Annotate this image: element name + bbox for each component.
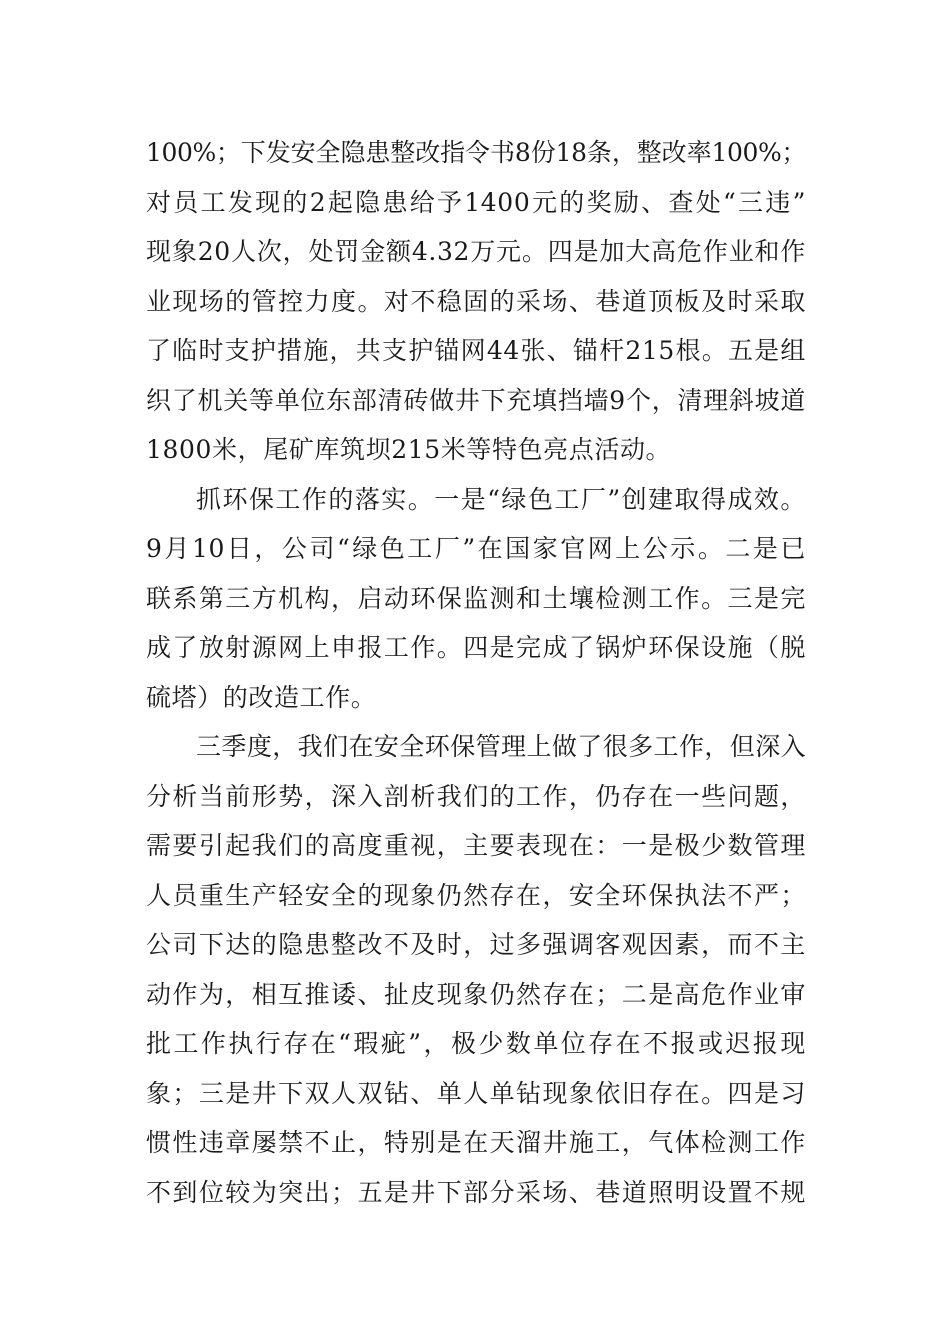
text-line: 1800米，尾矿库筑坝215米等特色亮点活动。 xyxy=(146,435,672,464)
text-line: 批工作执行存在“瑕疵”，极少数单位存在不报或迟报现 xyxy=(146,1029,806,1058)
document-page xyxy=(146,128,806,1217)
text-line: 现象20人次，处罚金额4.32万元。四是加大高危作业和作 xyxy=(146,237,806,266)
paragraph-environmental-protection xyxy=(146,475,806,723)
text-line: 对员工发现的2起隐患给予1400元的奖励、查处“三违” xyxy=(146,187,806,217)
text-line: 象；三是井下双人双钻、单人单钻现象依旧存在。四是习 xyxy=(146,1078,806,1108)
text-line: 动作为，相互推诿、扯皮现象仍然存在；二是高危作业审 xyxy=(146,979,806,1009)
text-line: 公司下达的隐患整改不及时，过多强调客观因素，而不主 xyxy=(146,930,806,959)
paragraph-existing-problems xyxy=(146,722,806,1217)
text-line: 三季度，我们在安全环保管理上做了很多工作，但深入 xyxy=(196,732,806,761)
text-line: 织了机关等单位东部清砖做井下充填挡墙9个，清理斜坡道 xyxy=(146,385,806,415)
text-line: 业现场的管控力度。对不稳固的采场、巷道顶板及时采取 xyxy=(146,286,806,316)
text-line: 抓环保工作的落实。一是“绿色工厂”创建取得成效。 xyxy=(196,484,806,514)
text-line: 需要引起我们的高度重视，主要表现在：一是极少数管理 xyxy=(146,831,806,860)
text-line: 不到位较为突出；五是井下部分采场、巷道照明设置不规 xyxy=(146,1177,806,1207)
text-line: 硫塔）的改造工作。 xyxy=(146,682,377,712)
text-line: 人员重生产轻安全的现象仍然存在，安全环保执法不严； xyxy=(146,880,806,910)
text-line: 联系第三方机构，启动环保监测和土壤检测工作。三是完 xyxy=(146,583,806,613)
text-line: 成了放射源网上申报工作。四是完成了锅炉环保设施（脱 xyxy=(146,633,806,662)
paragraph-safety-measures xyxy=(146,128,806,475)
text-line: 9月10日，公司“绿色工厂”在国家官网上公示。二是已 xyxy=(146,534,806,563)
text-line: 了临时支护措施，共支护锚网44张、锚杆215根。五是组 xyxy=(146,336,806,365)
text-line: 分析当前形势，深入剖析我们的工作，仍存在一些问题， xyxy=(146,781,806,811)
text-line: 100%；下发安全隐患整改指令书8份18条，整改率100%； xyxy=(146,138,806,167)
text-line: 惯性违章屡禁不止，特别是在天溜井施工，气体检测工作 xyxy=(146,1128,806,1157)
